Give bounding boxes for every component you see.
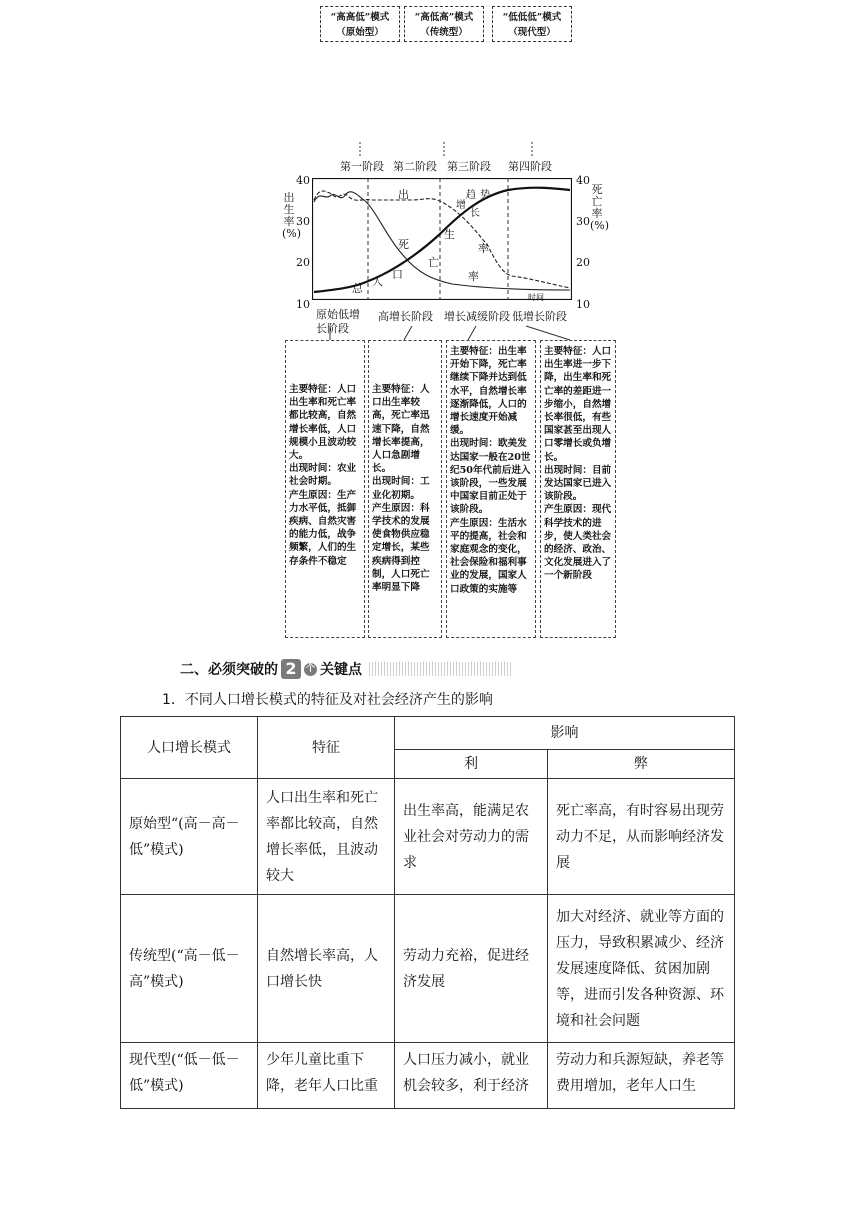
curve-label-growth: 趋 bbox=[466, 190, 476, 201]
curve-label-growth: 势 bbox=[480, 190, 490, 201]
y-tick-left: 30 bbox=[296, 215, 310, 228]
section-heading bbox=[180, 659, 511, 679]
phase-label-4: 低增长阶段 bbox=[512, 310, 567, 323]
curve-label-population: 总 bbox=[352, 282, 363, 295]
header-con: 弊 bbox=[548, 750, 735, 779]
phase-description-1 bbox=[285, 340, 365, 638]
section-heading-prefix: 二、必须突破的 bbox=[180, 662, 278, 678]
curve-label-population: 口 bbox=[392, 268, 403, 281]
model-box-high-low-high bbox=[404, 6, 484, 42]
birth-rate-curve bbox=[314, 191, 570, 288]
section-circle-badge: 个 bbox=[305, 663, 315, 674]
y-tick-left: 10 bbox=[296, 298, 310, 311]
y-right-title: 死亡率(%) bbox=[590, 183, 610, 232]
model-type: （传统型） bbox=[420, 27, 468, 38]
curve-label-growth: 增 bbox=[456, 200, 466, 211]
curve-label-death: 亡 bbox=[428, 256, 439, 269]
curve-label-death: 率 bbox=[478, 242, 489, 255]
cell-mode: 原始型“(高－高－低”模式) bbox=[121, 779, 258, 895]
transition-plot bbox=[312, 178, 572, 300]
model-name: “高低高”模式 bbox=[414, 12, 474, 23]
model-name: “低低低”模式 bbox=[502, 12, 562, 23]
section-heading-suffix: 关键点 bbox=[320, 662, 362, 678]
stage-label-4: 第四阶段 bbox=[508, 160, 552, 173]
cell-con: 加大对经济、就业等方面的压力，导致积累减少、经济发展速度降低、贫困加剧等，进而引发各种资源、环境和社会问题 bbox=[548, 895, 735, 1043]
decorative-hatch bbox=[369, 662, 511, 676]
death-rate-curve bbox=[314, 192, 570, 290]
model-type: （原始型） bbox=[336, 27, 384, 38]
phase-label-2: 高增长阶段 bbox=[378, 310, 433, 323]
y-tick-left: 20 bbox=[296, 256, 310, 269]
curve-label-birth: 生 bbox=[444, 228, 455, 241]
phase-description-3 bbox=[446, 340, 536, 638]
description-text: 主要特征：人口出生率较高，死亡率迅速下降，自然增长率提高，人口急剧增长。 出现时间：工业化初期。 产生原因：科学技术的发展使食物供应稳定增长，某些疾病得到控制，人口死亡率明显下降 bbox=[372, 384, 430, 594]
header-pro: 利 bbox=[395, 750, 548, 779]
table-row bbox=[121, 895, 735, 1043]
curve-label-death: 死 bbox=[398, 238, 409, 251]
x-axis-label: 时间 bbox=[528, 293, 544, 302]
cell-pro: 人口压力减小，就业机会较多，利于经济 bbox=[395, 1043, 548, 1109]
model-name: “高高低”模式 bbox=[330, 12, 390, 23]
cell-pro: 劳动力充裕，促进经济发展 bbox=[395, 895, 548, 1043]
phase-description-2 bbox=[368, 340, 442, 638]
cell-feature: 少年儿童比重下降，老年人口比重 bbox=[258, 1043, 395, 1109]
cell-feature: 自然增长率高，人口增长快 bbox=[258, 895, 395, 1043]
y-tick-left: 40 bbox=[296, 174, 310, 187]
table-row bbox=[121, 779, 735, 895]
y-left-title: 出生率(%) bbox=[282, 191, 302, 240]
y-tick-right: 20 bbox=[576, 256, 590, 269]
stage-label-1: 第一阶段 bbox=[340, 160, 384, 173]
y-tick-right: 10 bbox=[576, 298, 590, 311]
section-number-badge: 2 bbox=[281, 659, 301, 679]
phase-label-1: 原始低增长阶段 bbox=[316, 308, 360, 335]
description-text: 主要特征：人口出生率进一步下降，出生率和死亡率的差距进一步缩小，自然增长率很低，有些国家甚至出现人口零增长或负增长。 出现时间：目前发达国家已进入该阶段。 产生原因：现代科学技术的进步，使人类社会的经济、政治、文化发展进入了一个新阶段 bbox=[544, 346, 612, 582]
y-tick-right: 40 bbox=[576, 174, 590, 187]
phase-description-4 bbox=[540, 340, 616, 638]
model-box-low-low-low bbox=[492, 6, 572, 42]
population-growth-table bbox=[120, 716, 735, 1109]
y-tick-right: 30 bbox=[576, 215, 590, 228]
header-mode: 人口增长模式 bbox=[121, 717, 258, 779]
stage-label-3: 第三阶段 bbox=[447, 160, 491, 173]
table-header-row bbox=[121, 717, 735, 750]
population-curve bbox=[314, 188, 570, 292]
cell-con: 死亡率高，有时容易出现劳动力不足，从而影响经济发展 bbox=[548, 779, 735, 895]
model-box-high-high-low bbox=[320, 6, 400, 42]
cell-con: 劳动力和兵源短缺，养老等费用增加，老年人口生 bbox=[548, 1043, 735, 1109]
header-feature: 特征 bbox=[258, 717, 395, 779]
cell-pro: 出生率高，能满足农业社会对劳动力的需求 bbox=[395, 779, 548, 895]
header-impact: 影响 bbox=[395, 717, 735, 750]
curve-label-birth: 率 bbox=[468, 270, 479, 283]
stage-label-2: 第二阶段 bbox=[393, 160, 437, 173]
table-row bbox=[121, 1043, 735, 1109]
curve-label-birth: 出 bbox=[398, 188, 409, 201]
subsection-title: 1．不同人口增长模式的特征及对社会经济产生的影响 bbox=[162, 692, 493, 708]
phase-label-3: 增长减缓阶段 bbox=[444, 310, 510, 323]
cell-mode: 传统型(“高－低－高”模式) bbox=[121, 895, 258, 1043]
description-text: 主要特征：出生率开始下降，死亡率继续下降并达到低水平，自然增长率逐渐降低，人口的增长速度开始减缓。 出现时间：欧美发达国家一般在20世纪50年代前后进入该阶段，一些发展中国家目前正处于该阶段。 产生原因：生活水平的提高，社会和家庭观念的变化，社会保险和福利事业的发展，国家人口政策的实施等 bbox=[450, 346, 531, 595]
cell-feature: 人口出生率和死亡率都比较高，自然增长率低，且波动较大 bbox=[258, 779, 395, 895]
description-text: 主要特征：人口出生率和死亡率都比较高，自然增长率低，人口规模小且波动较大。 出现时间：农业社会时期。 产生原因：生产力水平低，抵御疾病、自然灾害的能力低，战争频繁，人们的生存条件不稳定 bbox=[289, 384, 357, 567]
model-type: （现代型） bbox=[508, 27, 556, 38]
curve-label-population: 人 bbox=[372, 275, 383, 288]
curve-label-growth: 长 bbox=[470, 208, 480, 219]
model-connectors bbox=[300, 140, 590, 160]
cell-mode: 现代型(“低－低－低”模式) bbox=[121, 1043, 258, 1109]
